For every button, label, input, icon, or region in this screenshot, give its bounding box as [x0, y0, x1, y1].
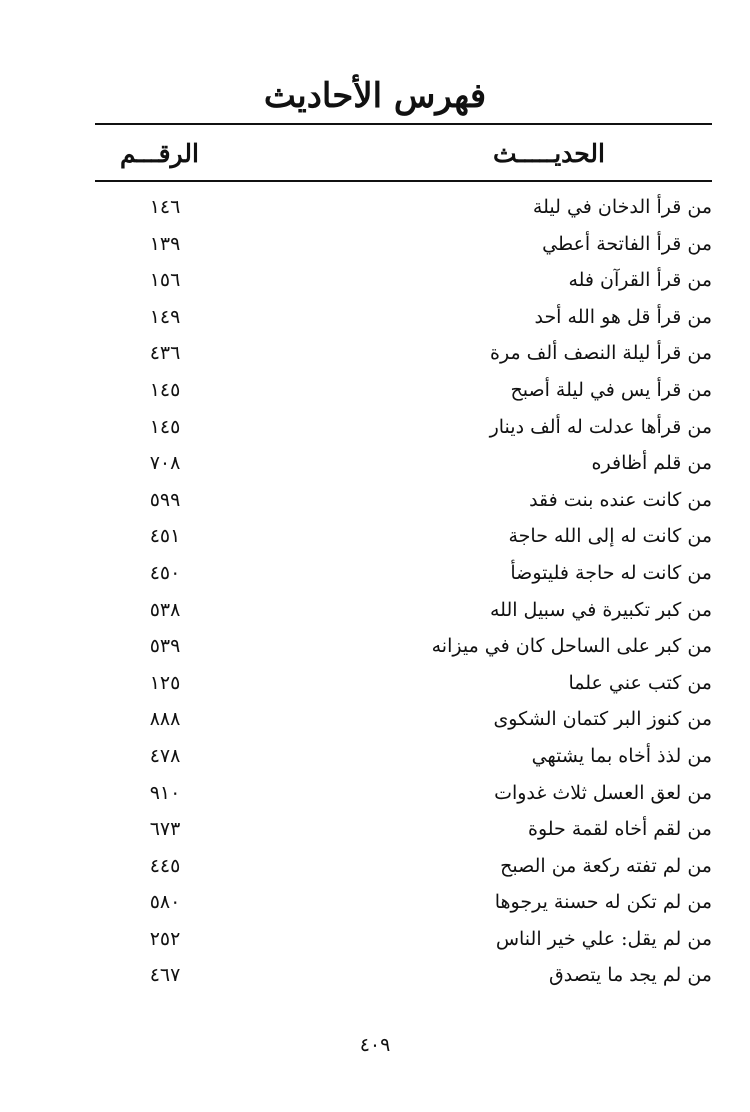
- index-row: [95, 885, 712, 922]
- index-row: [95, 593, 712, 630]
- hadith-number: ٦٧٣: [149, 818, 181, 841]
- hadith-text: من كنوز البر كتمان الشكوى: [493, 708, 712, 731]
- hadith-number: ٥٣٩: [149, 635, 181, 658]
- hadith-number: ١٤٩: [149, 305, 181, 328]
- index-row: [95, 922, 712, 959]
- column-header-number: الرقـــم: [120, 139, 199, 168]
- hadith-text: من قرأ ليلة النصف ألف مرة: [490, 342, 712, 365]
- hadith-number: ١٤٥: [149, 378, 181, 401]
- hadith-number: ١٤٦: [149, 196, 181, 218]
- hadith-text: من قرأ الدخان في ليلة: [532, 196, 712, 218]
- hadith-number: ٥٨٠: [149, 891, 181, 914]
- hadith-text: من قرأها عدلت له ألف دينار: [489, 415, 712, 438]
- index-row: [95, 300, 712, 337]
- hadith-text: من لعق العسل ثلاث غدوات: [494, 781, 712, 804]
- hadith-number: ٩١٠: [149, 781, 181, 804]
- hadith-text: من كانت عنده بنت فقد: [529, 488, 712, 511]
- hadith-text: من كبر تكبيرة في سبيل الله: [489, 598, 712, 621]
- hadith-text: من لم تكن له حسنة يرجوها: [494, 891, 712, 914]
- index-row: [95, 666, 712, 703]
- hadith-text: من كتب عني علما: [568, 671, 712, 694]
- index-row: [95, 410, 712, 447]
- hadith-text: من لم تفته ركعة من الصبح: [500, 854, 712, 877]
- hadith-number: ٤٤٥: [149, 854, 181, 877]
- hadith-number: ١٢٥: [149, 671, 181, 694]
- index-row: [95, 227, 712, 264]
- hadith-number: ٨٨٨: [149, 708, 181, 731]
- hadith-number: ٧٠٨: [149, 452, 181, 475]
- hadith-text: من قلم أظافره: [591, 452, 712, 475]
- header-top-rule: [95, 123, 712, 125]
- index-row: [95, 446, 712, 483]
- index-row: [95, 958, 712, 995]
- hadith-text: من لقم أخاه لقمة حلوة: [528, 818, 712, 841]
- index-row: [95, 812, 712, 849]
- index-row: [95, 190, 712, 227]
- hadith-number: ١٣٩: [149, 232, 181, 255]
- hadith-text: من كانت له حاجة فليتوضأ: [510, 561, 712, 584]
- hadith-text: من لذذ أخاه بما يشتهي: [531, 744, 712, 767]
- hadith-number: ٤٣٦: [149, 342, 181, 365]
- index-row: [95, 373, 712, 410]
- hadith-number: ٤٦٧: [149, 964, 181, 987]
- hadith-text: من لم يجد ما يتصدق: [549, 964, 712, 987]
- hadith-number: ١٥٦: [149, 269, 181, 292]
- index-row: [95, 702, 712, 739]
- hadith-text: من قرأ الفاتحة أعطي: [542, 232, 712, 255]
- hadith-index-list: [95, 190, 712, 995]
- hadith-text: من كبر على الساحل كان في ميزانه: [431, 635, 712, 658]
- hadith-number: ٤٧٨: [149, 744, 181, 767]
- index-row: [95, 629, 712, 666]
- page-number: ٤٠٩: [359, 1034, 391, 1056]
- header-bottom-rule: [95, 180, 712, 182]
- index-row: [95, 849, 712, 886]
- index-row: [95, 336, 712, 373]
- index-row: [95, 556, 712, 593]
- hadith-text: من لم يقل: علي خير الناس: [495, 927, 712, 950]
- hadith-number: ٤٥٠: [149, 561, 181, 584]
- hadith-text: من قرأ القرآن فله: [568, 269, 712, 292]
- hadith-number: ٥٣٨: [149, 598, 181, 621]
- hadith-text: من كانت له إلى الله حاجة: [508, 525, 712, 548]
- index-row: [95, 739, 712, 776]
- hadith-text: من قرأ قل هو الله أحد: [534, 305, 712, 328]
- hadith-number: ٥٩٩: [149, 488, 181, 511]
- hadith-number: ٤٥١: [149, 525, 181, 548]
- index-row: [95, 519, 712, 556]
- index-row: [95, 483, 712, 520]
- hadith-text: من قرأ يس في ليلة أصبح: [510, 378, 712, 401]
- index-row: [95, 776, 712, 813]
- hadith-number: ١٤٥: [149, 415, 181, 438]
- column-header-hadith: الحديـــــث: [493, 139, 605, 168]
- hadith-number: ٢٥٢: [149, 927, 181, 950]
- index-row: [95, 263, 712, 300]
- page-title: فهرس الأحاديث: [263, 76, 487, 116]
